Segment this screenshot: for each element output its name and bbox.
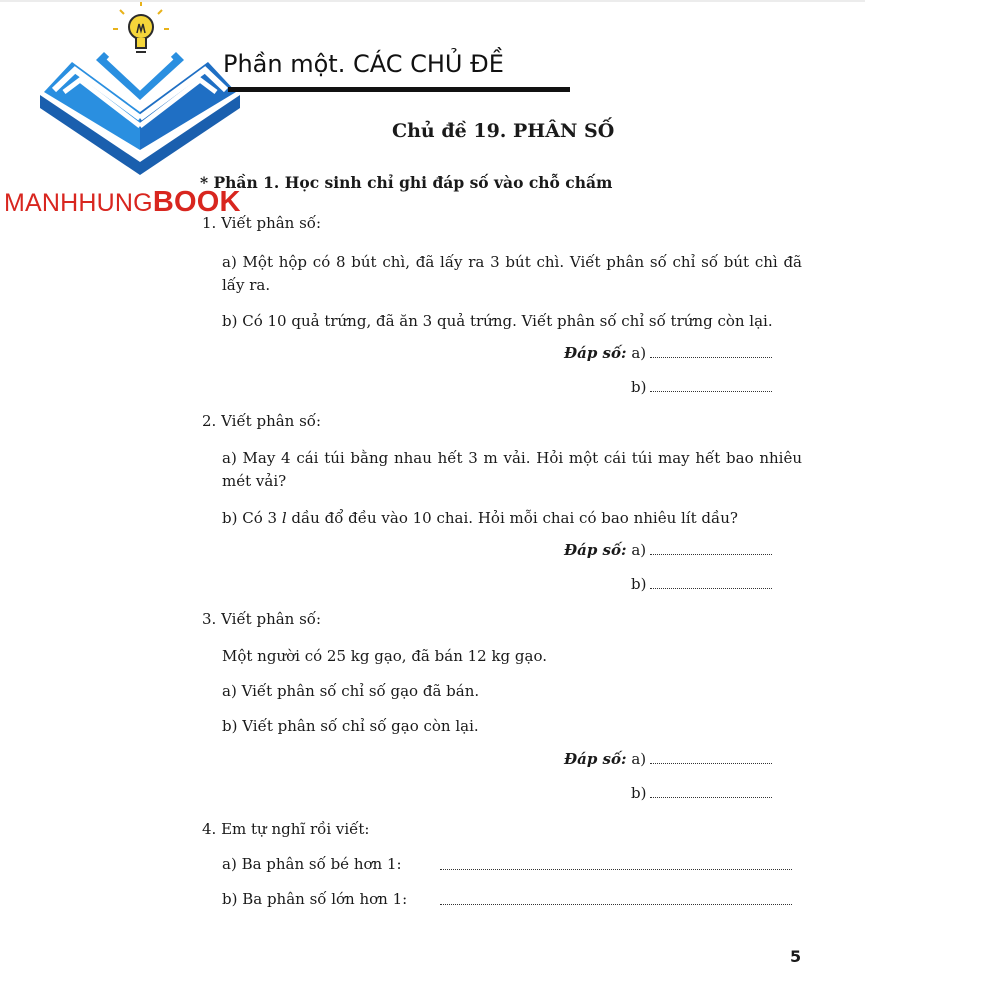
question-2b <box>222 507 738 530</box>
answer-b-marker: b) <box>631 575 647 593</box>
answer-2a <box>564 539 772 562</box>
answer-blank[interactable] <box>650 749 772 764</box>
answer-b-marker: b) <box>631 378 647 396</box>
answer-2b <box>631 573 772 596</box>
question-3-intro: Một người có 25 kg gạo, đã bán 12 kg gạo. <box>222 647 548 665</box>
question-4-title: 4. Em tự nghĩ rồi viết: <box>202 820 370 838</box>
answer-label: Đáp số: <box>564 750 627 768</box>
answer-3b <box>631 782 772 805</box>
part-title-underline <box>228 87 570 92</box>
answer-blank-4b[interactable] <box>440 903 792 905</box>
question-2b-start: b) Có 3 <box>222 509 282 527</box>
question-2a <box>222 447 802 493</box>
brand-name-part1: MANHHUNG <box>4 189 153 217</box>
page-number: 5 <box>790 947 802 966</box>
answer-a-marker: a) <box>631 750 647 768</box>
brand-name-part2: BOOK <box>152 186 241 218</box>
answer-3a <box>564 748 772 771</box>
answer-blank[interactable] <box>650 540 772 555</box>
open-book-icon <box>40 52 240 175</box>
answer-label: Đáp số: <box>564 344 627 362</box>
question-3b: b) Viết phân số chỉ số gạo còn lại. <box>222 717 479 735</box>
answer-a-marker: a) <box>631 344 647 362</box>
answer-label: Đáp số: <box>564 541 627 559</box>
question-1a-text: a) Một hộp có 8 bút chì, đã lấy ra 3 bút chì. Viết phân số chỉ số bút chì đã lấy ra. <box>222 253 802 294</box>
question-2-title: 2. Viết phân số: <box>202 412 322 430</box>
question-4a: a) Ba phân số bé hơn 1: <box>222 855 402 873</box>
part-title: Phần một. CÁC CHỦ ĐỀ <box>223 50 504 78</box>
answer-1a <box>564 342 772 365</box>
answer-blank[interactable] <box>650 574 772 589</box>
answer-blank-4a[interactable] <box>440 868 792 870</box>
question-2b-end: dầu đổ đều vào 10 chai. Hỏi mỗi chai có bao nhiêu lít dầu? <box>286 509 738 527</box>
topic-title: Chủ đề 19. PHÂN SỐ <box>392 120 615 142</box>
liter-unit: l <box>281 509 287 527</box>
answer-blank[interactable] <box>650 377 772 392</box>
answer-blank[interactable] <box>650 783 772 798</box>
answer-1b <box>631 376 772 399</box>
answer-blank[interactable] <box>650 343 772 358</box>
question-1-title: 1. Viết phân số: <box>202 214 322 232</box>
question-1a <box>222 251 802 297</box>
question-4b: b) Ba phân số lớn hơn 1: <box>222 890 408 908</box>
question-1b: b) Có 10 quả trứng, đã ăn 3 quả trứng. Viết phân số chỉ số trứng còn lại. <box>222 312 773 330</box>
light-bulb-icon <box>113 2 169 52</box>
answer-a-marker: a) <box>631 541 647 559</box>
answer-b-marker: b) <box>631 784 647 802</box>
section-title: * Phần 1. Học sinh chỉ ghi đáp số vào chỗ chấm <box>200 173 613 192</box>
question-3-title: 3. Viết phân số: <box>202 610 322 628</box>
question-2a-text: a) May 4 cái túi bằng nhau hết 3 m vải. Hỏi một cái túi may hết bao nhiêu mét vải? <box>222 449 802 490</box>
question-3a: a) Viết phân số chỉ số gạo đã bán. <box>222 682 480 700</box>
